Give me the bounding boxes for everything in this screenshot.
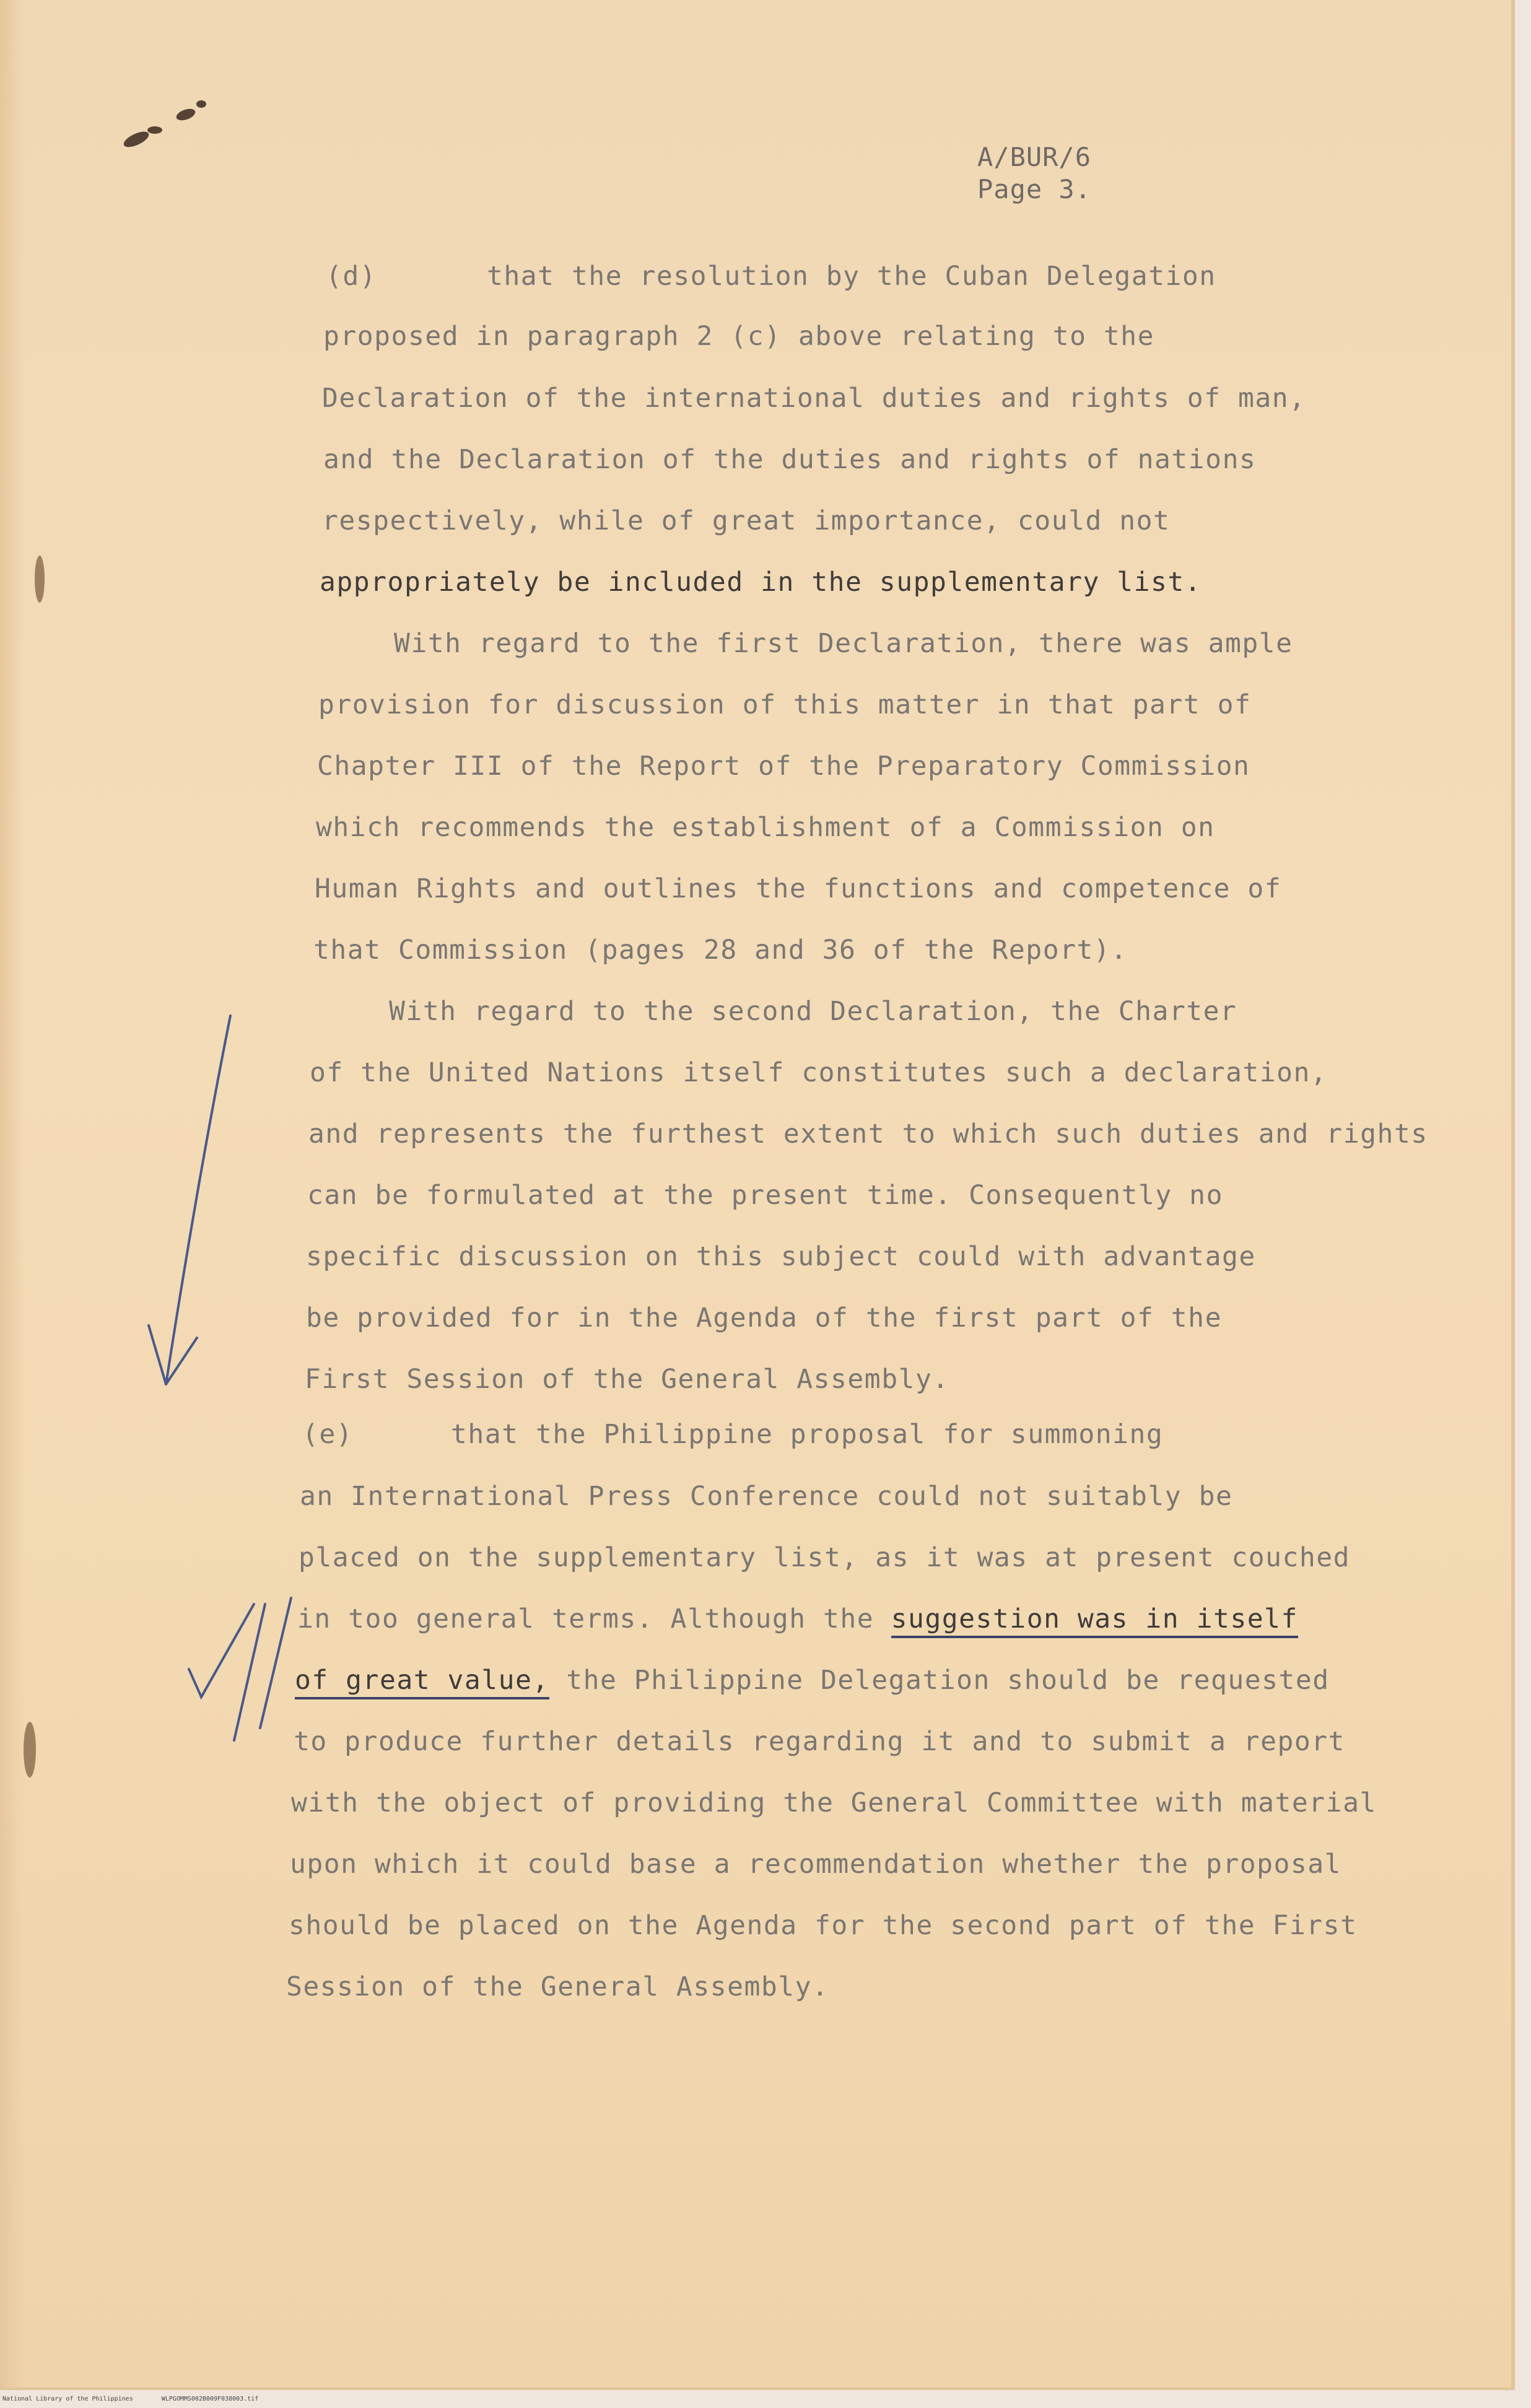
document-code: A/BUR/6 bbox=[977, 142, 1092, 172]
text-line: be provided for in the Agenda of the first part of the bbox=[306, 1302, 1222, 1333]
text-line: of the United Nations itself constitutes such a declaration, bbox=[310, 1057, 1328, 1088]
underlined-phrase: suggestion was in itself bbox=[891, 1603, 1298, 1638]
text-line: with the object of providing the General Committee with material bbox=[291, 1787, 1377, 1818]
margin-arrow bbox=[149, 1016, 230, 1384]
paragraph-marker-e: (e) bbox=[302, 1419, 354, 1450]
text-line: appropriately be included in the supplementary list. bbox=[320, 567, 1202, 598]
text-line: Session of the General Assembly. bbox=[286, 1971, 829, 2002]
text-line: of great value, the Philippine Delegation should be requested bbox=[295, 1664, 1330, 1696]
footer-filename: WLPGOMMS002B009F038003.tif bbox=[161, 2396, 259, 2402]
ink-smudge bbox=[121, 100, 206, 150]
text-line: specific discussion on this subject could with advantage bbox=[306, 1241, 1256, 1272]
page-number: Page 3. bbox=[977, 174, 1092, 204]
scan-footer bbox=[2, 2396, 283, 2402]
text-line: that Commission (pages 28 and 36 of the Report). bbox=[313, 935, 1128, 966]
text-line: an International Press Conference could not suitably be bbox=[300, 1481, 1233, 1512]
underlined-phrase: of great value, bbox=[295, 1665, 549, 1699]
paragraph-marker-d: (d) bbox=[326, 261, 377, 292]
text-line: upon which it could base a recommendation whether the proposal bbox=[290, 1849, 1342, 1880]
text-line: placed on the supplementary list, as it was at present couched bbox=[299, 1542, 1351, 1573]
text-line: Chapter III of the Report of the Preparatory Commission bbox=[317, 751, 1250, 782]
text-line: (d) that the resolution by the Cuban Delegation bbox=[326, 261, 1216, 292]
text-line: proposed in paragraph 2 (c) above relating to the bbox=[323, 321, 1155, 352]
punch-stains bbox=[24, 556, 45, 1778]
text-line: can be formulated at the present time. Consequently no bbox=[307, 1180, 1223, 1211]
text-line: Human Rights and outlines the functions and competence of bbox=[315, 873, 1282, 904]
document-reference bbox=[977, 141, 1091, 206]
text-line: to produce further details regarding it and to submit a report bbox=[294, 1726, 1346, 1757]
margin-check bbox=[189, 1598, 291, 1740]
text-line: First Session of the General Assembly. bbox=[305, 1364, 949, 1395]
text-line: should be placed on the Agenda for the second part of the First bbox=[289, 1910, 1358, 1941]
text-line: With regard to the first Declaration, there was ample bbox=[394, 628, 1293, 659]
text-line: and the Declaration of the duties and rights of nations bbox=[323, 444, 1257, 475]
text-line: and represents the furthest extent to which such duties and rights bbox=[308, 1119, 1428, 1149]
footer-institution: National Library of the Philippines bbox=[2, 2396, 133, 2402]
text-line: which recommends the establishment of a Commission on bbox=[316, 812, 1215, 843]
text-line: respectively, while of great importance, could not bbox=[322, 505, 1171, 536]
text-line: (e) that the Philippine proposal for summoning bbox=[302, 1419, 1164, 1450]
text-line: in too general terms. Although the suggestion was in itself bbox=[297, 1603, 1298, 1635]
text-line: Declaration of the international duties and rights of man, bbox=[322, 383, 1306, 414]
text-line: provision for discussion of this matter in that part of bbox=[318, 689, 1252, 720]
text-line: With regard to the second Declaration, the Charter bbox=[389, 996, 1237, 1027]
